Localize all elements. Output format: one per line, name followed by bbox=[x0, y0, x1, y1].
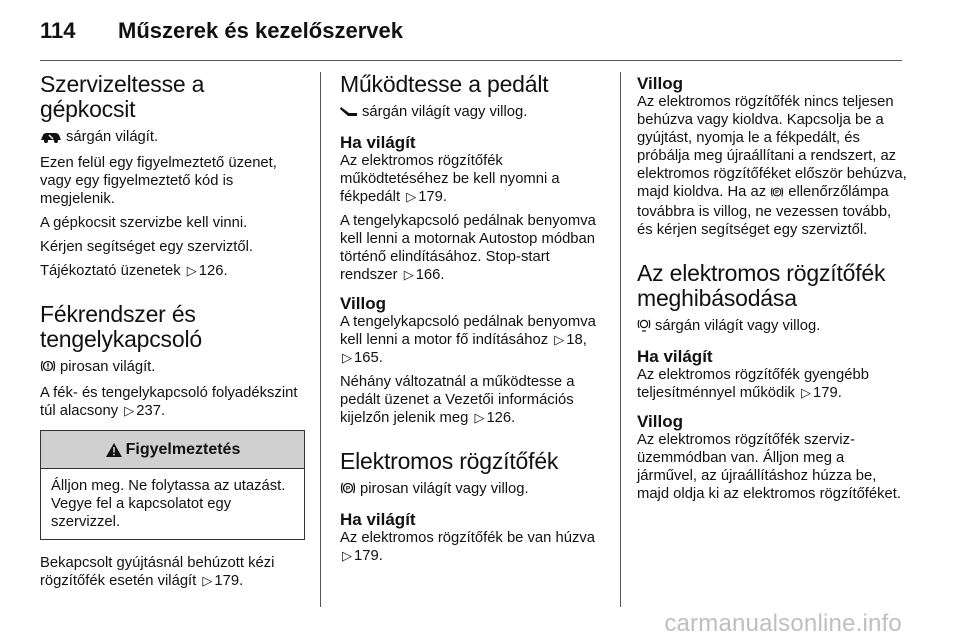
section-title: Az elektromos rögzítőfék meghibásodása bbox=[637, 260, 886, 311]
warning-header: Figyelmeztetés bbox=[41, 431, 304, 469]
page-reference-arrow-icon: ▷ bbox=[186, 263, 197, 278]
paragraph: Ezen felül egy figyelmeztető üzenet, vagy egy figyelmeztető kód is megjelenik. bbox=[40, 155, 277, 207]
subsection-title: Ha világít bbox=[637, 347, 713, 366]
page-reference-arrow-icon: ▷ bbox=[403, 267, 414, 282]
paragraph: sárgán világít vagy villog. bbox=[637, 317, 907, 337]
page-reference-arrow-icon: ▷ bbox=[124, 403, 135, 418]
subsection-title: Villog bbox=[637, 412, 683, 431]
epb-fault-icon bbox=[637, 318, 651, 337]
paragraph: Az elektromos rögzítőfék gyengébb teljesítménnyel működik ▷ 179. bbox=[637, 367, 869, 401]
section-title: Elektromos rögzítőfék bbox=[340, 448, 559, 474]
paragraph: Kérjen segítséget egy szerviztől. bbox=[40, 239, 254, 255]
paragraph: Az elektromos rögzítőfék működtetéséhez be kell nyomni a fékpedált ▷ 179. bbox=[340, 153, 560, 205]
column-divider bbox=[320, 72, 321, 607]
page-reference-arrow-icon: ▷ bbox=[406, 189, 417, 204]
column-1 bbox=[40, 72, 305, 596]
paragraph: P pirosan világít vagy villog. bbox=[340, 480, 608, 500]
subsection-title: Ha világít bbox=[340, 133, 416, 152]
paragraph: Az elektromos rögzítőfék szerviz-üzemmódban van. Álljon meg a járművel, az újraállításhoz húzza be, majd oldja ki az elektromos rögzítőféket. bbox=[637, 432, 901, 502]
paragraph: Az elektromos rögzítőfék be van húzva ▷ 179. bbox=[340, 530, 595, 564]
parking-brake-icon bbox=[770, 185, 784, 203]
column-3 bbox=[637, 72, 907, 509]
paragraph: Néhány változatnál a működtesse a pedált üzenet a Vezetői információs kijelzőn jelenik meg ▷ 126. bbox=[340, 374, 575, 426]
subsection-title: Ha világít bbox=[340, 510, 416, 529]
subsection-title: Villog bbox=[637, 74, 683, 93]
warning-triangle-icon bbox=[105, 442, 123, 458]
paragraph: sárgán világít. bbox=[40, 128, 305, 148]
section-title: Szervizeltesse a gépkocsit bbox=[40, 71, 205, 122]
paragraph: Tájékoztató üzenetek ▷ 126. bbox=[40, 263, 228, 279]
paragraph: pirosan világít. bbox=[40, 358, 305, 378]
svg-text:P: P bbox=[775, 189, 780, 196]
page-reference-arrow-icon: ▷ bbox=[342, 350, 352, 365]
page-title: Műszerek és kezelőszervek bbox=[118, 18, 403, 43]
paragraph: A fék- és tengelykapcsoló folyadékszint túl alacsony ▷ 237. bbox=[40, 385, 298, 419]
watermark: carmanualsonline.info bbox=[664, 610, 902, 637]
subsection-title: Villog bbox=[340, 294, 386, 313]
svg-text:P: P bbox=[345, 485, 351, 493]
column-2 bbox=[340, 72, 608, 571]
warning-box bbox=[40, 430, 305, 540]
page-reference-arrow-icon: ▷ bbox=[342, 548, 352, 563]
paragraph: A tengelykapcsoló pedálnak benyomva kell lenni a motornak Autostop módban történő elindításához. Stop-start rendszer ▷ 166. bbox=[340, 213, 596, 283]
pedal-icon bbox=[340, 104, 358, 123]
parking-brake-icon bbox=[340, 481, 356, 500]
column-divider bbox=[620, 72, 621, 607]
header-divider bbox=[40, 60, 902, 61]
page-number: 114 bbox=[40, 18, 76, 43]
paragraph: sárgán világít vagy villog. bbox=[340, 103, 608, 123]
page-reference-arrow-icon: ▷ bbox=[554, 332, 565, 347]
paragraph: Bekapcsolt gyújtásnál behúzott kézi rögzítőfék esetén világít ▷ 179. bbox=[40, 555, 275, 589]
paragraph: A gépkocsit szervizbe kell vinni. bbox=[40, 215, 248, 231]
page-reference-arrow-icon: ▷ bbox=[801, 385, 812, 400]
page-reference-arrow-icon: ▷ bbox=[474, 410, 485, 425]
section-title: Fékrendszer és tengelykapcsoló bbox=[40, 301, 202, 352]
page-reference-arrow-icon: ▷ bbox=[202, 573, 213, 588]
paragraph: Az elektromos rögzítőfék nincs teljesen behúzva vagy kioldva. Kapcsolja be a gyújtást, nyomja le a fékpedált, és próbálja meg újraállítani a rendszert, az elektromos rögzítőféket először behúzva, majd kioldva. Ha az P ellenőrzőlámpa továbbra is villog, ne vezessen tovább, és kérjen segítséget egy szerviztől. bbox=[637, 94, 907, 238]
car-wrench-icon bbox=[40, 130, 62, 148]
warning-body: Álljon meg. Ne folytassa az utazást. Vegye fel a kapcsolatot egy szervizzel. bbox=[51, 478, 286, 530]
paragraph: A tengelykapcsoló pedálnak benyomva kell lenni a motor fő indításához ▷ 18, ▷ 165. bbox=[340, 314, 596, 366]
brake-warning-icon bbox=[40, 359, 56, 378]
section-title: Működtesse a pedált bbox=[340, 71, 549, 97]
